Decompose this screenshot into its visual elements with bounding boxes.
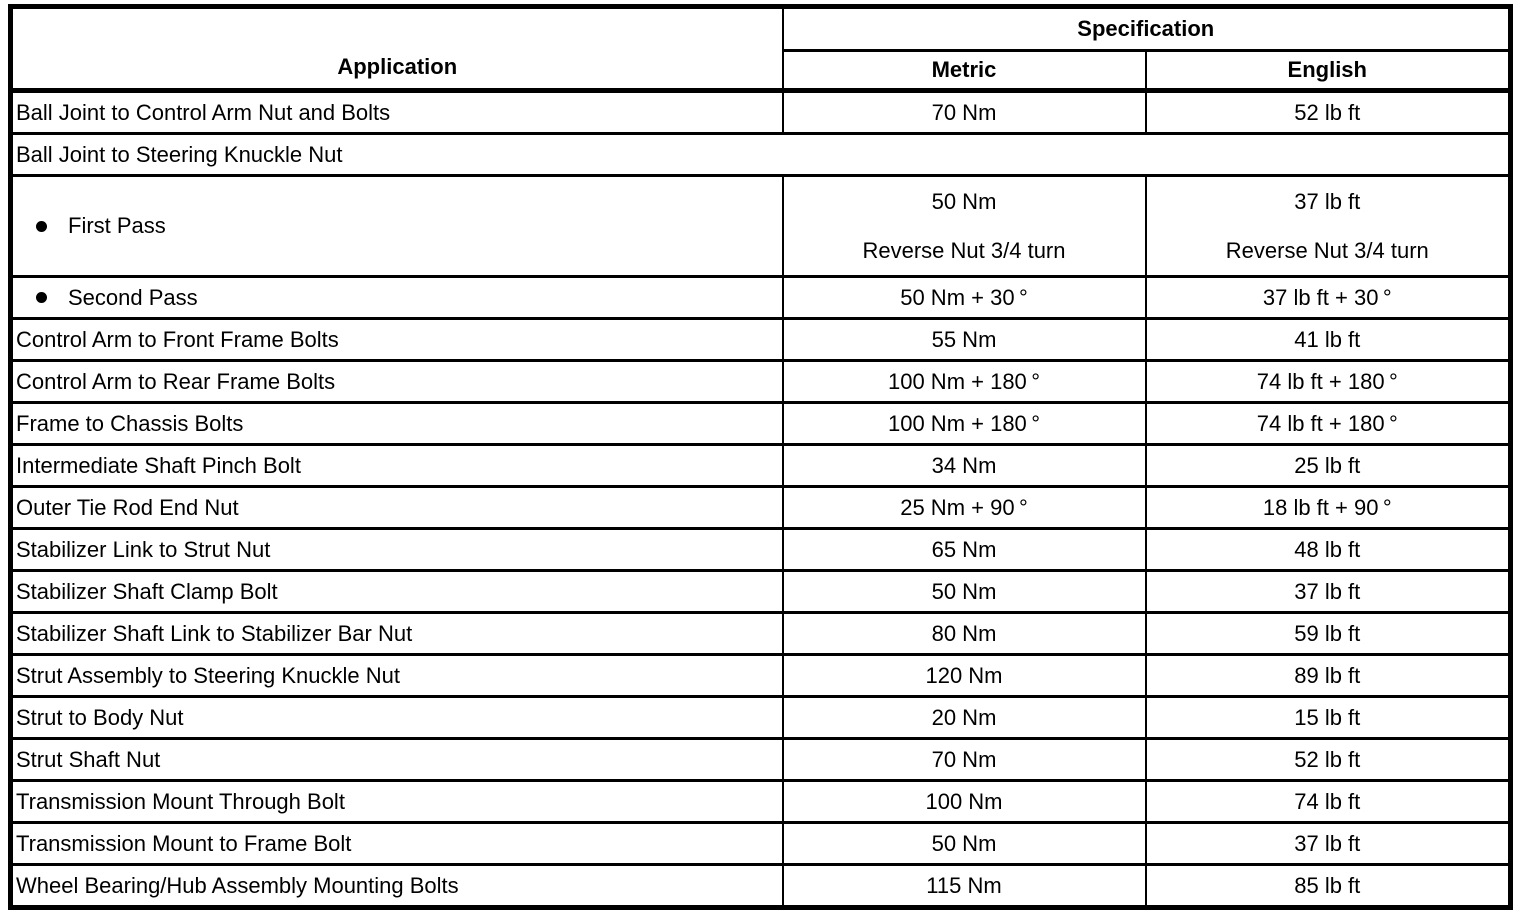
application-cell bbox=[11, 277, 783, 319]
metric-value-cell: 70 Nm bbox=[783, 91, 1146, 134]
application-cell: Strut Assembly to Steering Knuckle Nut bbox=[11, 655, 783, 697]
table-row bbox=[11, 571, 1511, 613]
application-cell: Transmission Mount Through Bolt bbox=[11, 781, 783, 823]
table-row bbox=[11, 613, 1511, 655]
table-row bbox=[11, 277, 1511, 319]
table-row bbox=[11, 487, 1511, 529]
application-column-header: Application bbox=[11, 7, 783, 91]
table-row bbox=[11, 655, 1511, 697]
application-cell: Ball Joint to Steering Knuckle Nut bbox=[11, 134, 1511, 176]
english-value-cell: 41 lb ft bbox=[1146, 319, 1511, 361]
table-row bbox=[11, 176, 1511, 277]
table-row bbox=[11, 445, 1511, 487]
specification-column-header: Specification bbox=[783, 7, 1511, 51]
row-label: First Pass bbox=[68, 213, 166, 238]
english-value-cell: 18 lb ft + 90 ° bbox=[1146, 487, 1511, 529]
metric-value-cell: 25 Nm + 90 ° bbox=[783, 487, 1146, 529]
english-value-cell bbox=[1146, 176, 1511, 277]
bulleted-item bbox=[16, 285, 782, 311]
english-value-cell: 89 lb ft bbox=[1146, 655, 1511, 697]
english-value-cell: 37 lb ft + 30 ° bbox=[1146, 277, 1511, 319]
metric-value-cell: 100 Nm + 180 ° bbox=[783, 361, 1146, 403]
table-header bbox=[11, 7, 1511, 91]
application-cell: Intermediate Shaft Pinch Bolt bbox=[11, 445, 783, 487]
metric-value-cell: 50 Nm bbox=[783, 823, 1146, 865]
application-cell: Control Arm to Rear Frame Bolts bbox=[11, 361, 783, 403]
application-cell: Wheel Bearing/Hub Assembly Mounting Bolts bbox=[11, 865, 783, 908]
english-value-cell: 37 lb ft bbox=[1146, 823, 1511, 865]
metric-value-cell: 50 Nm bbox=[783, 571, 1146, 613]
application-cell: Strut to Body Nut bbox=[11, 697, 783, 739]
application-cell bbox=[11, 176, 783, 277]
bullet-icon bbox=[36, 221, 47, 232]
application-cell: Stabilizer Link to Strut Nut bbox=[11, 529, 783, 571]
table-row bbox=[11, 697, 1511, 739]
table-row bbox=[11, 529, 1511, 571]
metric-column-header: Metric bbox=[783, 51, 1146, 91]
torque-spec-table bbox=[8, 4, 1513, 910]
english-value-cell: 15 lb ft bbox=[1146, 697, 1511, 739]
metric-value-cell: 70 Nm bbox=[783, 739, 1146, 781]
application-cell: Ball Joint to Control Arm Nut and Bolts bbox=[11, 91, 783, 134]
table-row bbox=[11, 865, 1511, 908]
metric-value-cell: 120 Nm bbox=[783, 655, 1146, 697]
english-value-cell: 52 lb ft bbox=[1146, 739, 1511, 781]
table-body bbox=[11, 91, 1511, 908]
english-value-cell: 74 lb ft + 180 ° bbox=[1146, 403, 1511, 445]
application-cell: Strut Shaft Nut bbox=[11, 739, 783, 781]
metric-value-cell: 55 Nm bbox=[783, 319, 1146, 361]
header-row-specification bbox=[11, 7, 1511, 51]
metric-value-line: Reverse Nut 3/4 turn bbox=[862, 237, 1066, 263]
table-row bbox=[11, 739, 1511, 781]
english-value-cell: 85 lb ft bbox=[1146, 865, 1511, 908]
english-value-line: 37 lb ft bbox=[1294, 188, 1361, 214]
english-value-line: Reverse Nut 3/4 turn bbox=[1225, 237, 1429, 263]
table-row bbox=[11, 319, 1511, 361]
english-value-cell: 59 lb ft bbox=[1146, 613, 1511, 655]
metric-value-line: 50 Nm bbox=[931, 188, 997, 214]
english-value-cell: 74 lb ft + 180 ° bbox=[1146, 361, 1511, 403]
bulleted-item bbox=[16, 213, 782, 239]
application-cell: Frame to Chassis Bolts bbox=[11, 403, 783, 445]
metric-value-cell: 65 Nm bbox=[783, 529, 1146, 571]
application-cell: Stabilizer Shaft Link to Stabilizer Bar Nut bbox=[11, 613, 783, 655]
metric-value-cell: 20 Nm bbox=[783, 697, 1146, 739]
application-cell: Stabilizer Shaft Clamp Bolt bbox=[11, 571, 783, 613]
table-row bbox=[11, 823, 1511, 865]
application-cell: Outer Tie Rod End Nut bbox=[11, 487, 783, 529]
row-label: Second Pass bbox=[68, 284, 198, 310]
english-value-cell: 52 lb ft bbox=[1146, 91, 1511, 134]
metric-value-cell bbox=[783, 176, 1146, 277]
metric-value-cell: 50 Nm + 30 ° bbox=[783, 277, 1146, 319]
english-value-cell: 25 lb ft bbox=[1146, 445, 1511, 487]
english-column-header: English bbox=[1146, 51, 1511, 91]
metric-value-cell: 100 Nm bbox=[783, 781, 1146, 823]
metric-value-cell: 115 Nm bbox=[783, 865, 1146, 908]
metric-value-cell: 80 Nm bbox=[783, 613, 1146, 655]
application-cell: Control Arm to Front Frame Bolts bbox=[11, 319, 783, 361]
english-value-cell: 37 lb ft bbox=[1146, 571, 1511, 613]
table-row bbox=[11, 403, 1511, 445]
application-cell: Transmission Mount to Frame Bolt bbox=[11, 823, 783, 865]
bullet-icon bbox=[36, 292, 47, 303]
metric-value-cell: 34 Nm bbox=[783, 445, 1146, 487]
table-row bbox=[11, 134, 1511, 176]
table-row bbox=[11, 91, 1511, 134]
metric-value-cell: 100 Nm + 180 ° bbox=[783, 403, 1146, 445]
table-row bbox=[11, 781, 1511, 823]
table-row bbox=[11, 361, 1511, 403]
english-value-cell: 74 lb ft bbox=[1146, 781, 1511, 823]
english-value-cell: 48 lb ft bbox=[1146, 529, 1511, 571]
